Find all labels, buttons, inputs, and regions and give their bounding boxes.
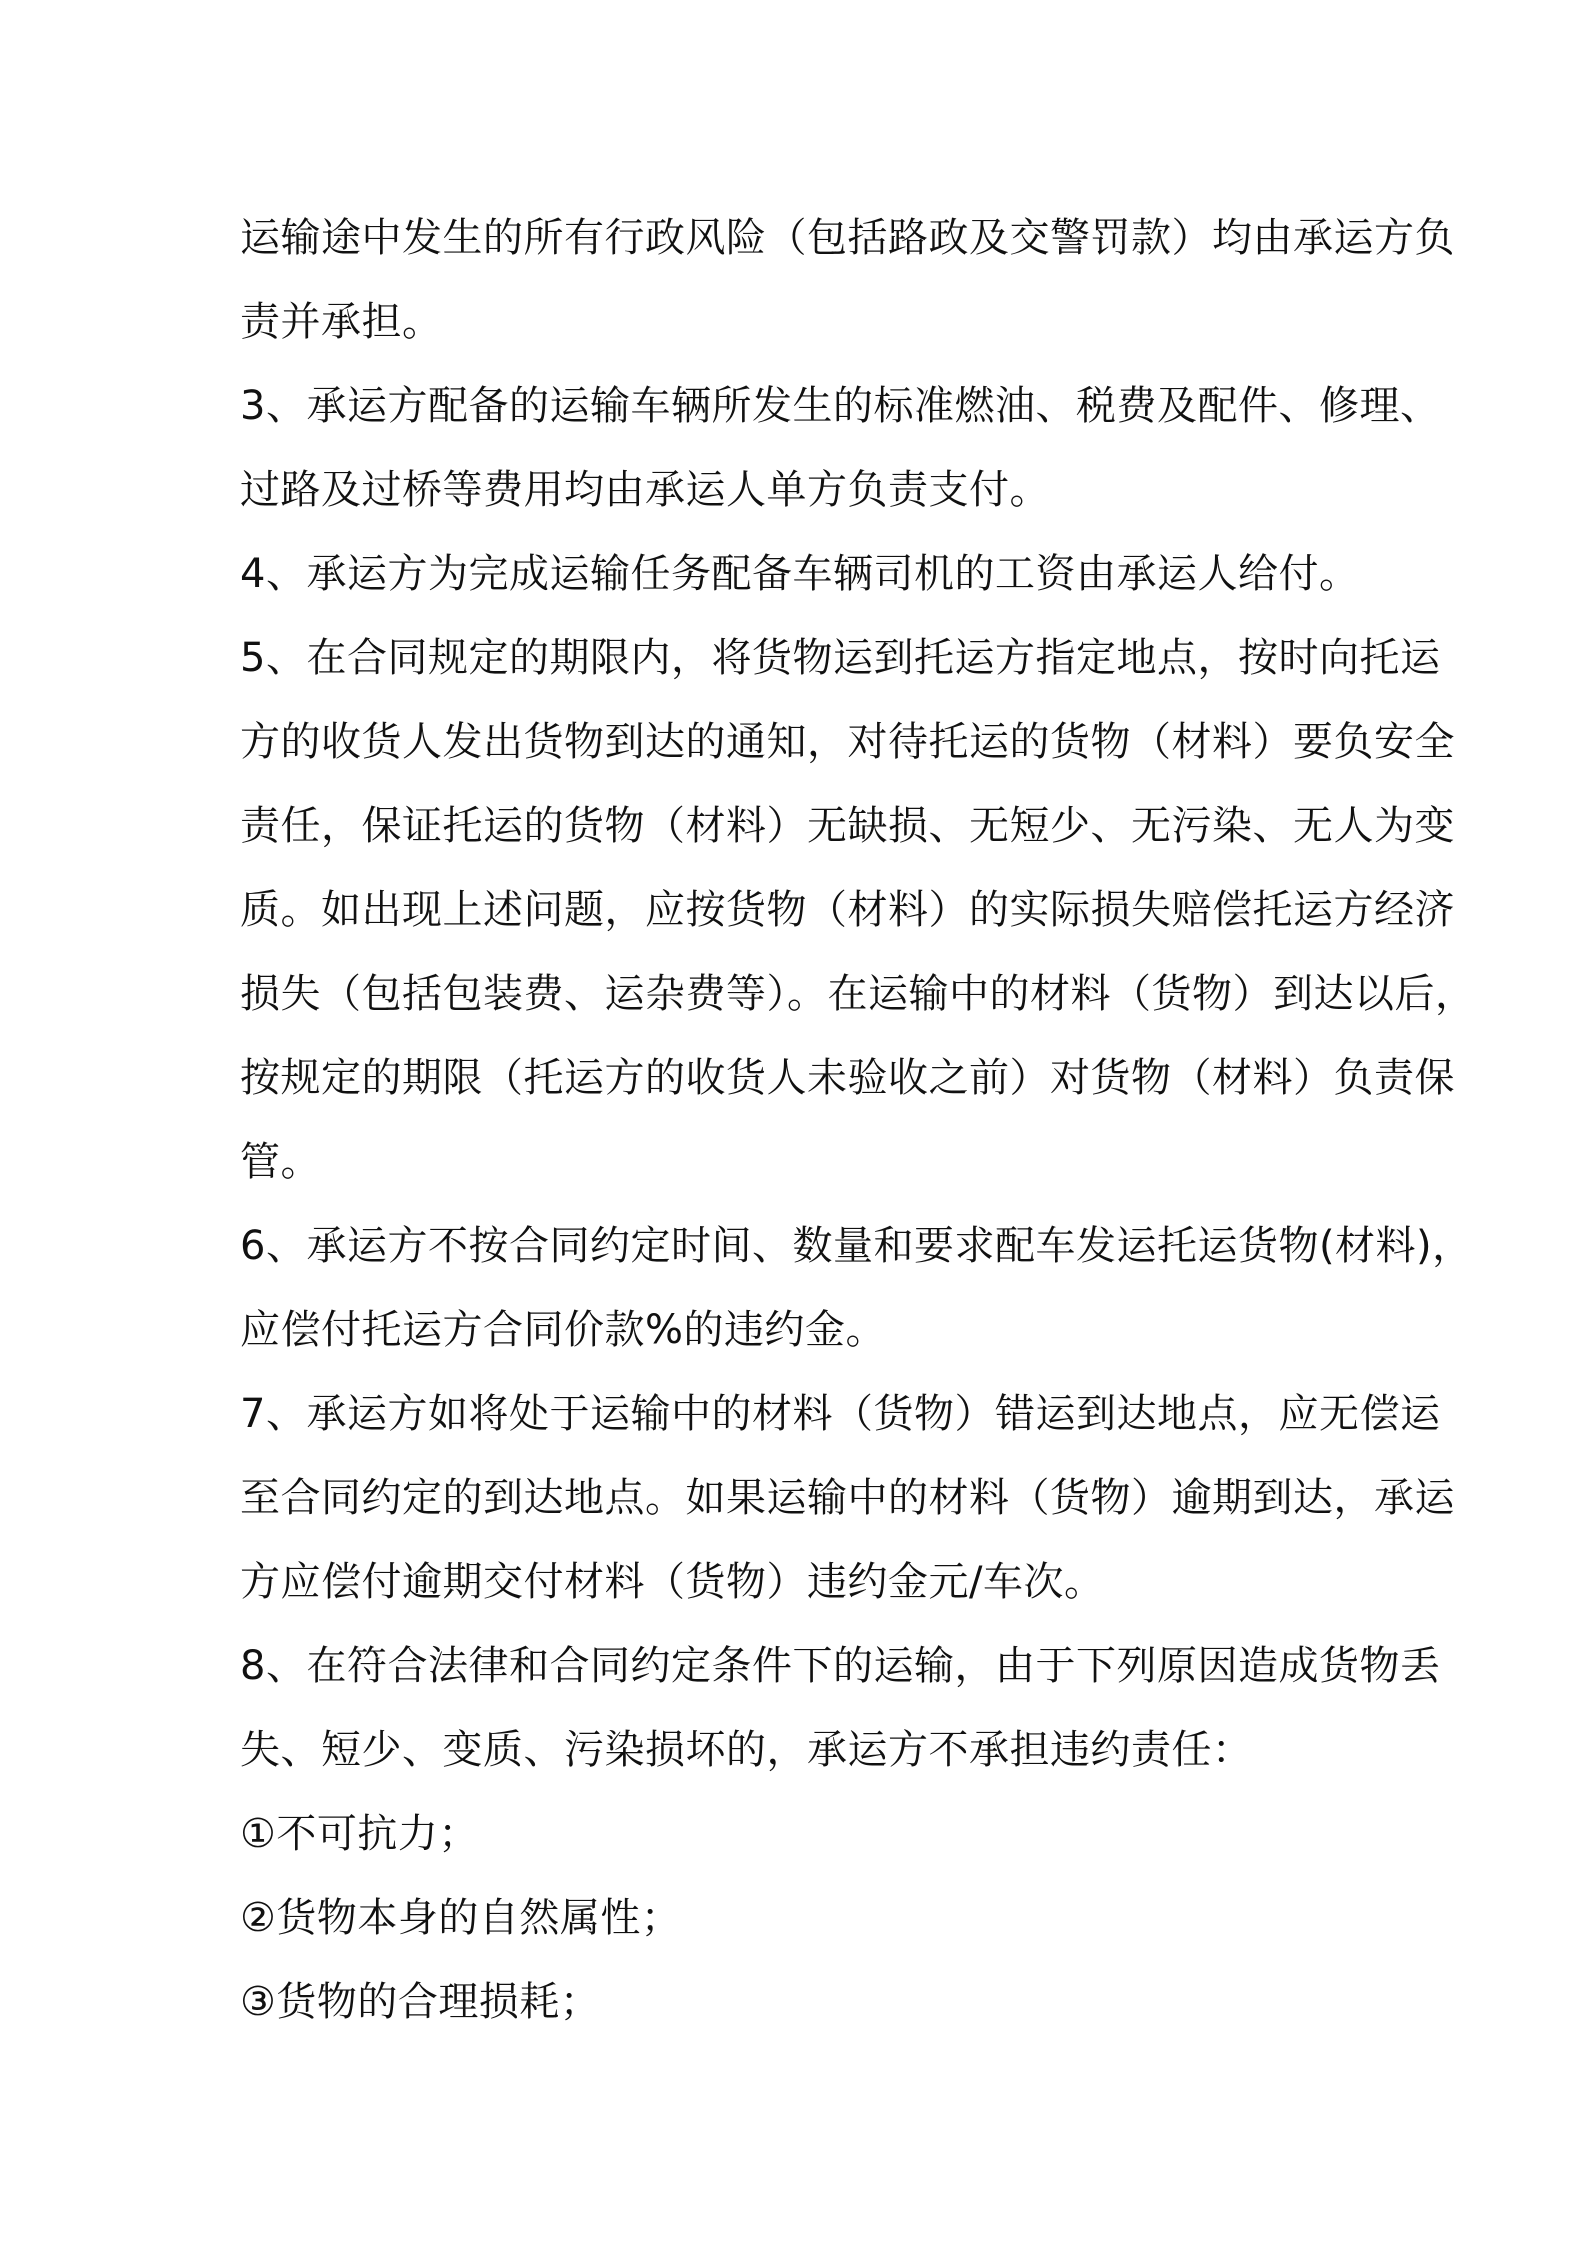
text-line: 应偿付托运方合同价款%的违约金。 <box>240 1307 887 1353</box>
text-line: 按规定的期限（托运方的收货人未验收之前）对货物（材料）负责保 <box>240 1055 1455 1101</box>
text-line: ②货物本身的自然属性； <box>240 1895 682 1941</box>
text-line: 8、在符合法律和合同约定条件下的运输，由于下列原因造成货物丢 <box>240 1643 1441 1689</box>
text-line: 质。如出现上述问题，应按货物（材料）的实际损失赔偿托运方经济 <box>240 887 1455 933</box>
text-line: 方的收货人发出货物到达的通知，对待托运的货物（材料）要负安全 <box>240 719 1455 765</box>
text-line: 责任，保证托运的货物（材料）无缺损、无短少、无污染、无人为变 <box>240 803 1455 849</box>
text-line: 失、短少、变质、污染损坏的，承运方不承担违约责任： <box>240 1727 1253 1773</box>
text-line: 3、承运方配备的运输车辆所发生的标准燃油、税费及配件、修理、 <box>240 383 1441 429</box>
text-line: 过路及过桥等费用均由承运人单方负责支付。 <box>240 467 1050 513</box>
text-line: 7、承运方如将处于运输中的材料（货物）错运到达地点，应无偿运 <box>240 1391 1441 1437</box>
text-line: 6、承运方不按合同约定时间、数量和要求配车发运托运货物(材料)， <box>240 1223 1473 1269</box>
text-line: 4、承运方为完成运输任务配备车辆司机的工资由承运人给付。 <box>240 551 1360 597</box>
text-line: 运输途中发生的所有行政风险（包括路政及交警罚款）均由承运方负 <box>240 215 1455 261</box>
text-line: 管。 <box>240 1139 321 1185</box>
text-line: ③货物的合理损耗； <box>240 1979 601 2025</box>
text-line: ①不可抗力； <box>240 1811 479 1857</box>
text-line: 损失（包括包装费、运杂费等）。在运输中的材料（货物）到达以后， <box>240 971 1476 1017</box>
document-body <box>240 196 1476 2044</box>
text-line: 至合同约定的到达地点。如果运输中的材料（货物）逾期到达，承运 <box>240 1475 1455 1521</box>
text-line: 5、在合同规定的期限内，将货物运到托运方指定地点，按时向托运 <box>240 635 1441 681</box>
text-line: 方应偿付逾期交付材料（货物）违约金元/车次。 <box>240 1559 1105 1605</box>
text-line: 责并承担。 <box>240 299 443 345</box>
